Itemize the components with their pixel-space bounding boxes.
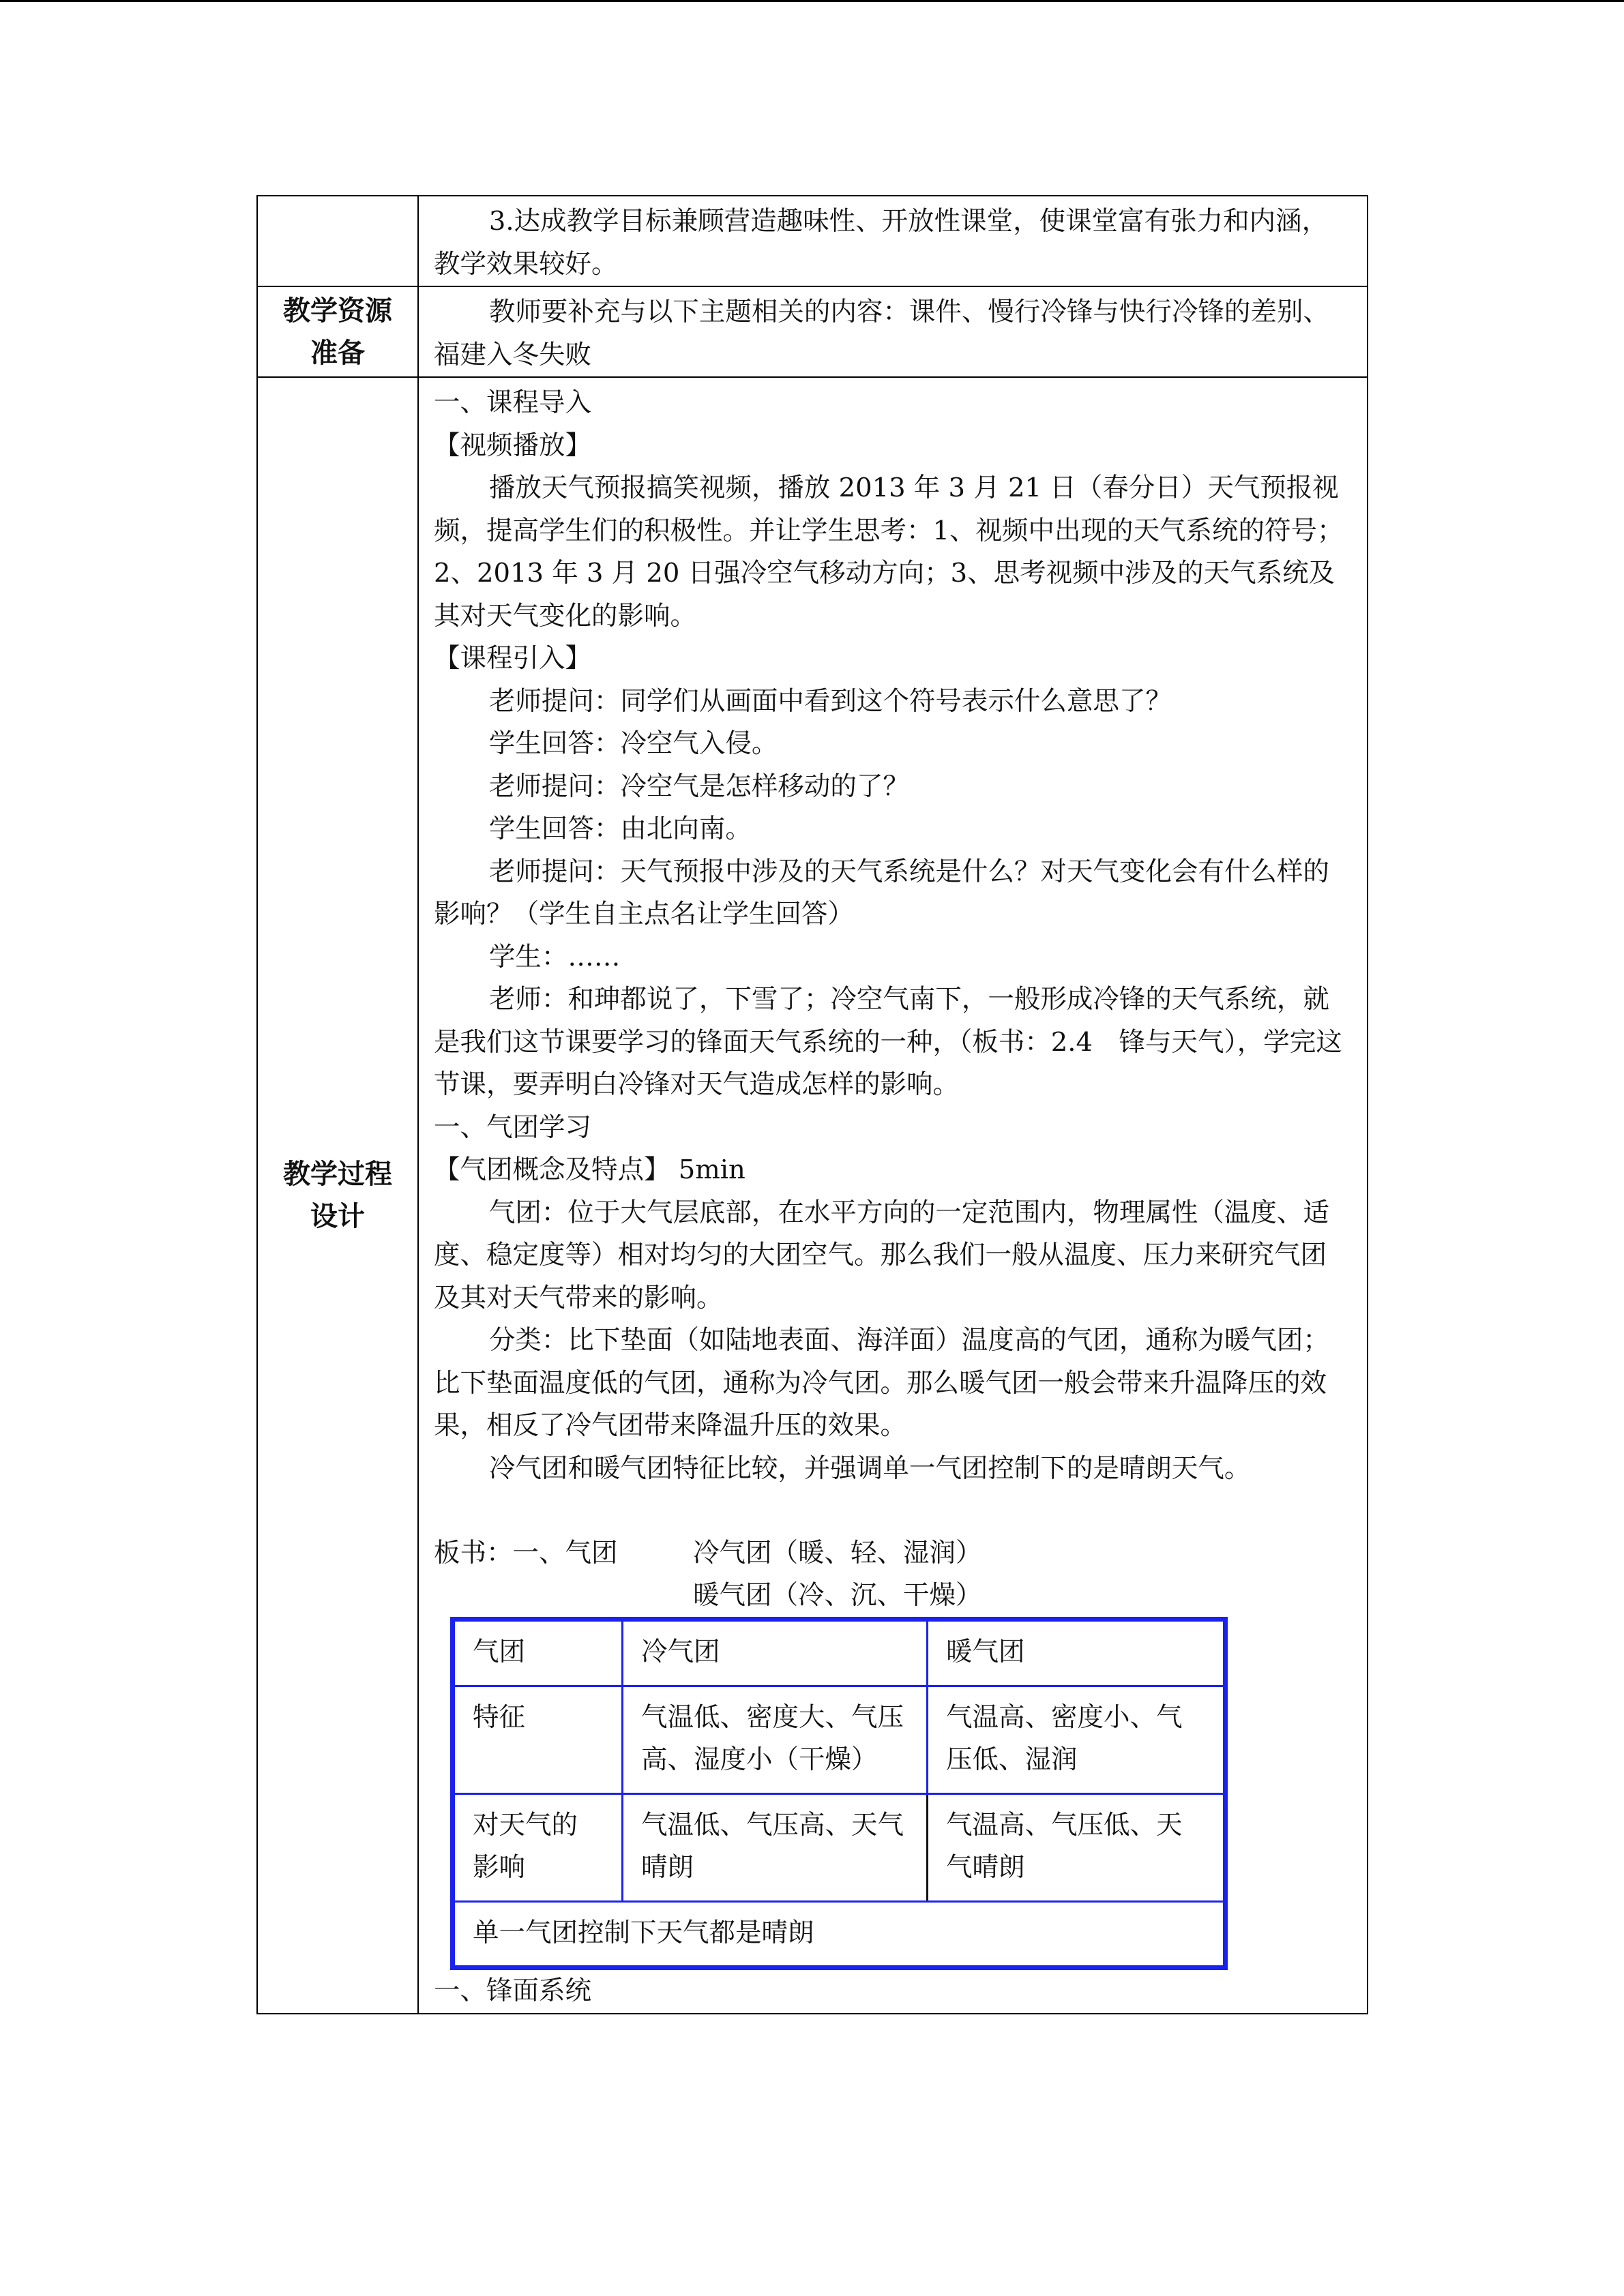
- section-heading: 一、锋面系统: [434, 1976, 592, 2006]
- dialogue-line: 老师：和珅都说了，下雪了；冷空气南下，一般形成冷锋的天气系统，就是我们这节课要学习的锋面天气系统的一种，（板书：2.4 锋与天气），学完这节课，要弄明白冷锋对天气造成怎样的影响。: [434, 984, 1342, 1100]
- row-process: [257, 377, 1368, 2014]
- paragraph: 分类：比下垫面（如陆地表面、海洋面）温度高的气团，通称为暖气团；比下垫面温度低的气团，通称为冷气团。那么暖气团一般会带来升温降压的效果，相反了冷气团带来降温升压的效果。: [434, 1325, 1329, 1441]
- dialogue-line: 学生：……: [488, 941, 621, 972]
- table-row: [453, 1793, 1226, 1901]
- row-goals: [257, 196, 1368, 286]
- row-resources-content: [418, 286, 1368, 377]
- table-header-cell: 气团: [453, 1620, 623, 1686]
- table-cell: 气温低、气压高、天气晴朗: [623, 1793, 928, 1901]
- table-row: [453, 1901, 1226, 1968]
- section-heading: 一、气团学习: [434, 1112, 592, 1143]
- row-goals-content: [418, 196, 1368, 286]
- goal-3-text: 3.达成教学目标兼顾营造趣味性、开放性课堂，使课堂富有张力和内涵，教学效果较好。: [434, 206, 1329, 280]
- row-resources: [257, 286, 1368, 377]
- dialogue-line: 老师提问：冷空气是怎样移动的了？: [488, 771, 909, 802]
- page-top-rule: [0, 0, 1624, 2]
- subsection-heading: 【课程引入】: [434, 643, 592, 674]
- row-process-label: [257, 377, 418, 2014]
- table-cell: 特征: [453, 1686, 623, 1793]
- table-cell: 气温高、密度小、气压低、湿润: [928, 1686, 1226, 1793]
- paragraph: 播放天气预报搞笑视频，播放 2013 年 3 月 21 日（春分日）天气预报视频，提高学生们的积极性。并让学生思考：1、视频中出现的天气系统的符号；2、2013 年 3 月 20 日强冷空气移动方向；3、思考视频中涉及的天气系统及其对天气变化的影响。: [434, 473, 1344, 631]
- board-notes: [434, 1532, 1352, 1617]
- table-cell: 气温低、密度大、气压高、湿度小（干燥）: [623, 1686, 928, 1793]
- table-header-cell: 暖气团: [928, 1620, 1226, 1686]
- subsection-heading: 【视频播放】: [434, 430, 592, 461]
- label-line-2: 准备: [310, 337, 365, 369]
- paragraph: 冷气团和暖气团特征比较，并强调单一气团控制下的是晴朗天气。: [488, 1452, 1251, 1484]
- dialogue-line: 学生回答：由北向南。: [488, 814, 752, 844]
- row-process-content: [418, 377, 1368, 2014]
- subsection-heading: 【气团概念及特点】 5min: [434, 1154, 745, 1185]
- dialogue-line: 老师提问：同学们从画面中看到这个符号表示什么意思了？: [488, 685, 1172, 717]
- row-goals-label: [257, 196, 418, 286]
- label-line-1: 教学资源: [283, 295, 392, 327]
- paragraph: 气团：位于大气层底部，在水平方向的一定范围内，物理属性（温度、适度、稳定度等）相对均匀的大团空气。那么我们一般从温度、压力来研究气团及其对天气带来的影响。: [434, 1197, 1329, 1313]
- board-cold-airmass: 冷气团（暖、轻、湿润）: [693, 1538, 982, 1568]
- board-prefix: 板书：一、气团: [434, 1538, 618, 1568]
- table-cell: 气温高、气压低、天气晴朗: [928, 1793, 1226, 1901]
- row-resources-label: [257, 286, 418, 377]
- table-row: [453, 1686, 1226, 1793]
- dialogue-line: 老师提问：天气预报中涉及的天气系统是什么？对天气变化会有什么样的影响？（学生自主点名让学生回答）: [434, 856, 1329, 929]
- board-warm-airmass: 暖气团（冷、沉、干燥）: [693, 1580, 982, 1611]
- airmass-comparison-table: [450, 1617, 1228, 1970]
- resources-text: 教师要补充与以下主题相关的内容：课件、慢行冷锋与快行冷锋的差别、福建入冬失败: [434, 297, 1329, 370]
- table-row: [453, 1620, 1226, 1686]
- label-line-1: 教学过程: [283, 1158, 392, 1190]
- section-heading: 一、课程导入: [434, 387, 592, 418]
- table-footer-cell: 单一气团控制下天气都是晴朗: [453, 1901, 1226, 1968]
- table-cell: 对天气的影响: [453, 1793, 623, 1901]
- spacer: [434, 1490, 1352, 1532]
- label-line-2: 设计: [310, 1200, 365, 1232]
- dialogue-line: 学生回答：冷空气入侵。: [488, 728, 778, 759]
- lesson-plan-table: [256, 195, 1368, 2014]
- table-header-cell: 冷气团: [623, 1620, 928, 1686]
